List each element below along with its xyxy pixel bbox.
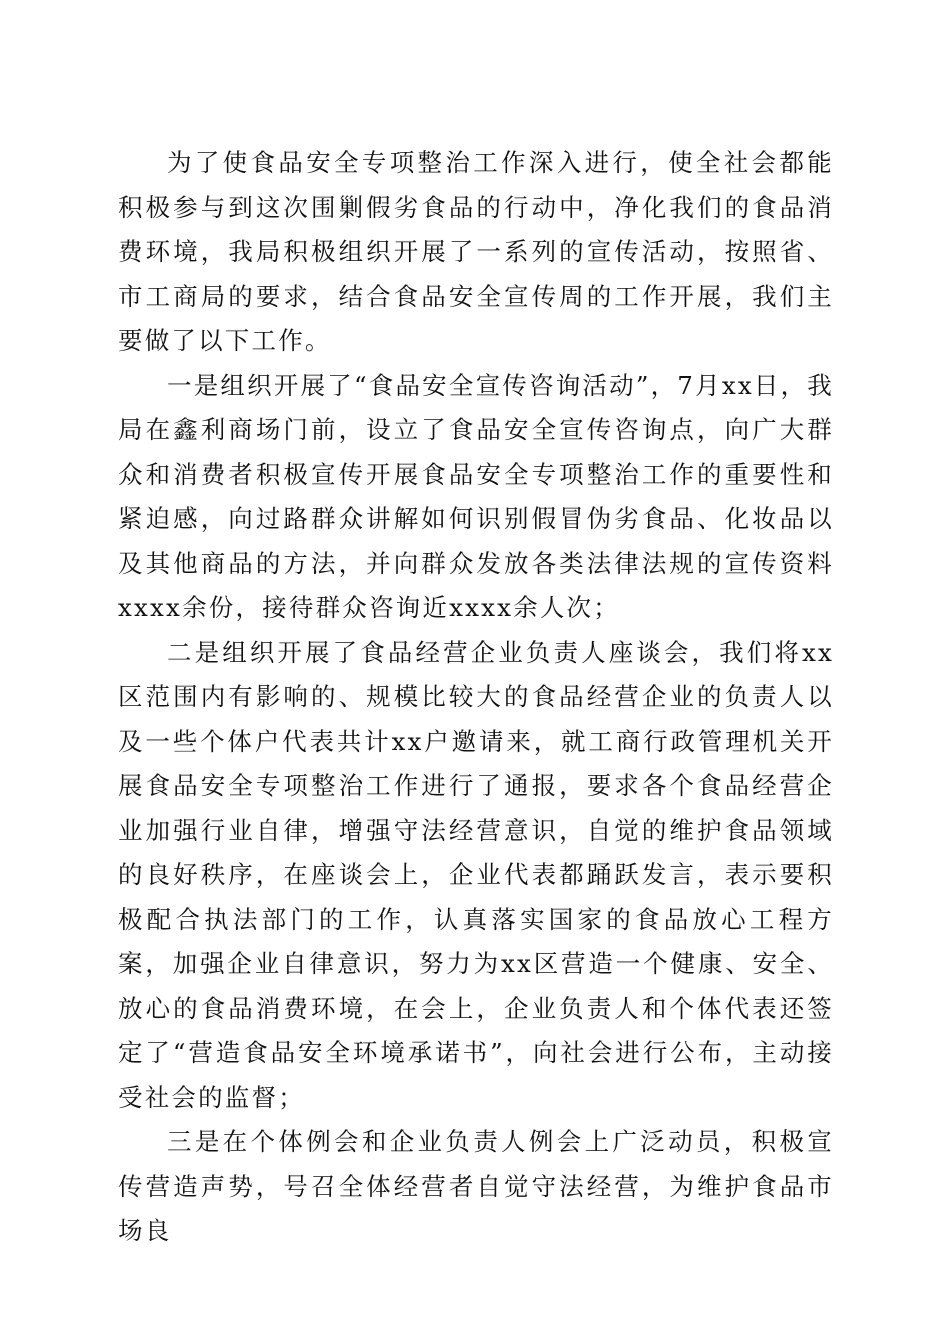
paragraph-item-2: 二是组织开展了食品经营企业负责人座谈会，我们将xx区范围内有影响的、规模比较大的食品经营企业的负责人以及一些个体户代表共计xx户邀请来，就工商行政管理机关开展食品安全专项整治工作进行了通报，要求各个食品经营企业加强行业自律，增强守法经营意识，自觉的维护食品领域的良好秩序，在座谈会上，企业代表都踊跃发言，表示要积极配合执法部门的工作，认真落实国家的食品放心工程方案，加强企业自律意识，努力为xx区营造一个健康、安全、放心的食品消费环境，在会上，企业负责人和个体代表还签定了“营造食品安全环境承诺书”，向社会进行公布，主动接受社会的监督；: [118, 637, 834, 1112]
paragraph-item-1: 一是组织开展了“食品安全宣传咨询活动”，7月xx日，我局在鑫利商场门前，设立了食品安全宣传咨询点，向广大群众和消费者积极宣传开展食品安全专项整治工作的重要性和紧迫感，向过路群众讲解如何识别假冒伪劣食品、化妆品以及其他商品的方法，并向群众发放各类法律法规的宣传资料xxxx余份，接待群众咨询近xxxx余人次；: [118, 370, 834, 622]
paragraph-item-3: 三是在个体例会和企业负责人例会上广泛动员，积极宣传营造声势，号召全体经营者自觉守法经营，为维护食品市场良: [118, 1127, 834, 1245]
paragraph-intro: 为了使食品安全专项整治工作深入进行，使全社会都能积极参与到这次围剿假劣食品的行动中，净化我们的食品消费环境，我局积极组织开展了一系列的宣传活动，按照省、市工商局的要求，结合食品安全宣传周的工作开展，我们主要做了以下工作。: [118, 148, 834, 355]
document-body: [118, 141, 834, 1254]
